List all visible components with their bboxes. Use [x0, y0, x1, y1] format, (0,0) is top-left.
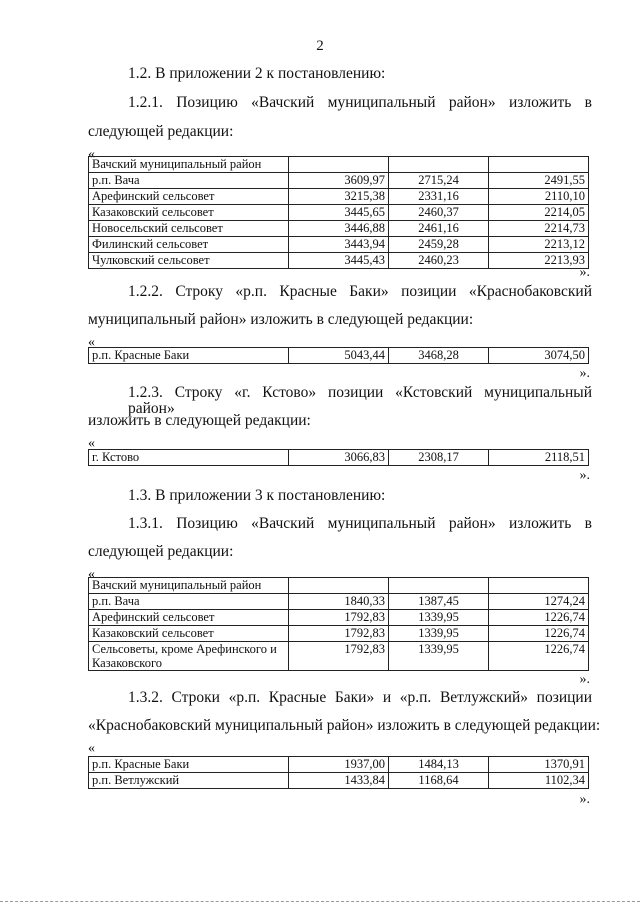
table-cell-value: 3445,65: [289, 205, 389, 221]
table-cell-value: 3074,50: [489, 348, 589, 364]
table-row: [89, 205, 589, 221]
table-cell-name: р.п. Вача: [89, 173, 289, 189]
table-row: [89, 610, 589, 626]
section-1-2-1-line1: 1.2.1. Позицию «Вачский муниципальный район» изложить в: [128, 94, 592, 111]
table-cell-value: 2214,73: [489, 221, 589, 237]
quote-close-3: ».: [579, 468, 590, 483]
table-cell-value: 1792,83: [289, 626, 389, 642]
quote-open-4: «: [88, 567, 95, 582]
table-cell-name: Вачский муниципальный район: [89, 157, 289, 173]
table-row: [89, 594, 589, 610]
table-cell-name: Сельсоветы, кроме Арефинского и Казаковского: [89, 642, 289, 671]
table-cell-name: р.п. Ветлужский: [89, 773, 289, 789]
table-vachsky-appendix-3: [88, 577, 589, 671]
section-1-3-1-line1: 1.3.1. Позицию «Вачский муниципальный район» изложить в: [128, 515, 592, 532]
table-cell-value: 2213,12: [489, 237, 589, 253]
section-1-2-2-line2: муниципальный район» изложить в следующей редакции:: [88, 311, 474, 328]
table-vachsky-appendix-2: [88, 156, 589, 269]
table-cell-value: 1792,83: [289, 610, 389, 626]
table-cell-value: 1339,95: [389, 642, 489, 671]
table-cell-value: 2118,51: [489, 450, 589, 466]
table-cell-value: 1387,45: [389, 594, 489, 610]
quote-close-4: ».: [579, 672, 590, 687]
table-cell-value: 1370,91: [489, 757, 589, 773]
table-cell-name: Арефинский сельсовет: [89, 610, 289, 626]
page-number: 2: [316, 38, 324, 54]
table-row: [89, 253, 589, 269]
table-cell-value: [489, 157, 589, 173]
table-cell-value: 2491,55: [489, 173, 589, 189]
table-cell-value: 2715,24: [389, 173, 489, 189]
table-cell-name: Арефинский сельсовет: [89, 189, 289, 205]
table-cell-value: 2460,37: [389, 205, 489, 221]
table-cell-value: 3468,28: [389, 348, 489, 364]
table-cell-name: Филинский сельсовет: [89, 237, 289, 253]
table-cell-value: 3446,88: [289, 221, 389, 237]
table-row: [89, 626, 589, 642]
table-row: [89, 189, 589, 205]
table-cell-value: 5043,44: [289, 348, 389, 364]
section-1-2-1-line2: следующей редакции:: [88, 123, 234, 140]
table-row: [89, 757, 589, 773]
table-cell-name: р.п. Красные Баки: [89, 348, 289, 364]
quote-close-2: ».: [579, 366, 590, 381]
table-cell-value: 2214,05: [489, 205, 589, 221]
table-krasnye-baki-vetluzhsky-appendix-3: [88, 756, 589, 789]
table-cell-name: Казаковский сельсовет: [89, 205, 289, 221]
table-cell-value: 1226,74: [489, 610, 589, 626]
table-row: [89, 773, 589, 789]
section-1-2-heading: 1.2. В приложении 2 к постановлению:: [128, 65, 386, 82]
table-row: [89, 237, 589, 253]
quote-open-2: «: [88, 335, 95, 350]
table-cell-value: 1937,00: [289, 757, 389, 773]
table-cell-value: [389, 157, 489, 173]
table-cell-value: 2308,17: [389, 450, 489, 466]
table-row: [89, 642, 589, 671]
quote-close-5: ».: [579, 792, 590, 807]
table-cell-value: 1274,24: [489, 594, 589, 610]
table-cell-name: р.п. Красные Баки: [89, 757, 289, 773]
table-cell-value: 1339,95: [389, 626, 489, 642]
table-cell-value: 3609,97: [289, 173, 389, 189]
table-krasnye-baki-appendix-2: [88, 347, 589, 364]
table-cell-name: Казаковский сельсовет: [89, 626, 289, 642]
table-cell-value: 1168,64: [389, 773, 489, 789]
table-cell-name: Новосельский сельсовет: [89, 221, 289, 237]
table-kstovo-appendix-2: [88, 449, 589, 466]
table-cell-value: 1339,95: [389, 610, 489, 626]
section-1-3-2-line1: 1.3.2. Строки «р.п. Красные Баки» и «р.п. Ветлужский» позиции: [128, 689, 592, 706]
table-cell-value: 1792,83: [289, 642, 389, 671]
table-cell-value: [489, 578, 589, 594]
table-row: [89, 221, 589, 237]
section-1-2-3-line2: изложить в следующей редакции:: [88, 412, 311, 429]
table-cell-value: 3066,83: [289, 450, 389, 466]
table-row: [89, 348, 589, 364]
section-1-3-heading: 1.3. В приложении 3 к постановлению:: [128, 487, 386, 504]
table-cell-name: г. Кстово: [89, 450, 289, 466]
section-1-2-2-line1: 1.2.2. Строку «р.п. Красные Баки» позиции «Краснобаковский: [128, 283, 592, 300]
table-cell-value: 3215,38: [289, 189, 389, 205]
section-1-3-2-line2: «Краснобаковский муниципальный район» изложить в следующей редакции:: [88, 717, 601, 734]
table-cell-value: 2460,23: [389, 253, 489, 269]
quote-open-3: «: [88, 436, 95, 451]
table-cell-value: 2459,28: [389, 237, 489, 253]
table-cell-value: 1226,74: [489, 642, 589, 671]
table-row: [89, 173, 589, 189]
table-row: [89, 450, 589, 466]
page-edge-line: [0, 901, 640, 903]
table-cell-value: [289, 578, 389, 594]
table-cell-value: 3445,43: [289, 253, 389, 269]
table-cell-value: 1102,34: [489, 773, 589, 789]
table-cell-value: 1484,13: [389, 757, 489, 773]
table-cell-value: 1433,84: [289, 773, 389, 789]
quote-close-1: ».: [579, 265, 590, 280]
table-cell-value: 2110,10: [489, 189, 589, 205]
quote-open-1: «: [88, 147, 95, 162]
table-cell-value: [289, 157, 389, 173]
table-cell-value: 1226,74: [489, 626, 589, 642]
table-cell-name: р.п. Вача: [89, 594, 289, 610]
table-cell-value: [389, 578, 489, 594]
table-cell-value: 2213,93: [489, 253, 589, 269]
quote-open-5: «: [88, 741, 95, 756]
section-1-3-1-line2: следующей редакции:: [88, 543, 234, 560]
table-cell-value: 2331,16: [389, 189, 489, 205]
table-cell-value: 1840,33: [289, 594, 389, 610]
table-cell-value: 2461,16: [389, 221, 489, 237]
table-cell-name: Вачский муниципальный район: [89, 578, 289, 594]
table-cell-value: 3443,94: [289, 237, 389, 253]
table-cell-name: Чулковский сельсовет: [89, 253, 289, 269]
table-row: [89, 157, 589, 173]
section-1-2-3-line1: 1.2.3. Строку «г. Кстово» позиции «Кстовский муниципальный район»: [128, 384, 592, 417]
table-row: [89, 578, 589, 594]
